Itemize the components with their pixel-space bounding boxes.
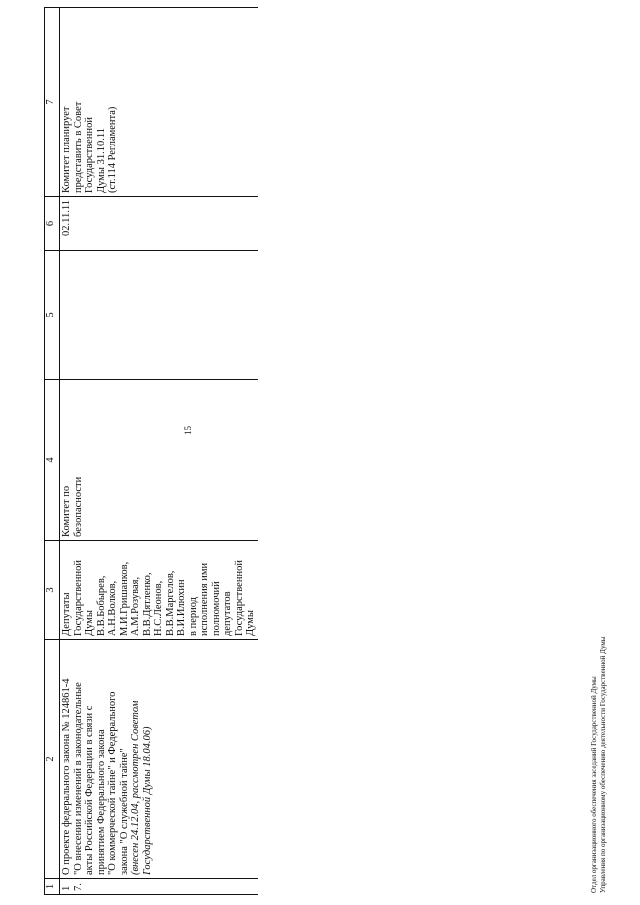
plan-line: (ст.114 Регламента): [107, 106, 118, 193]
author-line: Депутаты: [61, 592, 72, 636]
column-header-6: 6: [45, 197, 60, 251]
bill-title-line: "О внесении изменений в законодательные: [72, 682, 84, 875]
plan-line: представить в Совет: [72, 101, 84, 193]
plan-cell: [60, 8, 258, 197]
column-header-3: 3: [45, 541, 60, 640]
column-5-cell: [60, 251, 258, 380]
author-line: Н.С.Леонов,: [153, 580, 164, 636]
row-number: 17.: [60, 879, 258, 895]
author-line: Думы: [245, 610, 256, 636]
author-line: В.В.Дятленко,: [141, 572, 153, 636]
footer-line-1: Отдел организационного обеспечения заседаний Государственной Думы: [590, 676, 598, 893]
bill-title-line: закона "О служебной тайне": [118, 748, 130, 875]
plan-line: Комитет планирует: [61, 106, 72, 193]
table-row: [60, 8, 258, 895]
author-line: В.И.Илюхин: [176, 579, 187, 636]
committee-line: безопасности: [72, 476, 84, 537]
page-number: 15: [183, 426, 193, 435]
bill-note-line: Государственной Думы 18.04.06): [141, 726, 153, 875]
author-line: А.М.Розувая,: [130, 576, 141, 636]
footer: [590, 637, 607, 893]
author-line: Государственной: [72, 560, 84, 636]
column-header-7: 7: [45, 8, 60, 197]
column-header-2: 2: [45, 640, 60, 879]
author-line: Государственной: [233, 560, 245, 636]
plan-line: Думы 31.10.11: [95, 128, 107, 193]
table-header-row: [45, 8, 60, 895]
column-header-1: 1: [45, 879, 60, 895]
author-line: А.Н.Волков,: [107, 580, 118, 636]
bills-table: [44, 7, 258, 895]
bill-title-line: О проекте федерального закона № 124861-4: [61, 678, 72, 875]
author-line: депутатов: [222, 591, 233, 636]
author-line: В.В.Маргелов,: [164, 570, 176, 636]
author-line: исполнения ими: [199, 562, 210, 636]
date-cell: 02.11.11: [60, 197, 258, 251]
bill-title-cell: [60, 640, 258, 879]
author-line: в период: [187, 596, 199, 636]
footer-line-2: Управления по организационному обеспечению деятельности Государственной Думы: [598, 636, 607, 893]
column-header-4: 4: [45, 380, 60, 541]
plan-line: Государственной: [84, 117, 95, 193]
bill-title-line: принятием Федерального закона: [95, 729, 107, 875]
bill-title-line: "О коммерческой тайне" и Федерального: [107, 691, 118, 875]
author-line: В.В.Бобырев,: [95, 575, 107, 636]
bill-note-line: (внесен 24.12.04, рассмотрен Советом: [130, 700, 141, 875]
author-line: Думы: [84, 610, 95, 636]
authors-cell: [60, 541, 258, 640]
author-line: М.И.Гришанков,: [118, 561, 130, 636]
bill-title-line: акты Российской Федерации в связи с: [84, 705, 95, 875]
author-line: полномочий: [210, 581, 222, 636]
committee-cell: [60, 380, 258, 541]
column-header-5: 5: [45, 251, 60, 380]
committee-line: Комитет по: [61, 485, 72, 537]
